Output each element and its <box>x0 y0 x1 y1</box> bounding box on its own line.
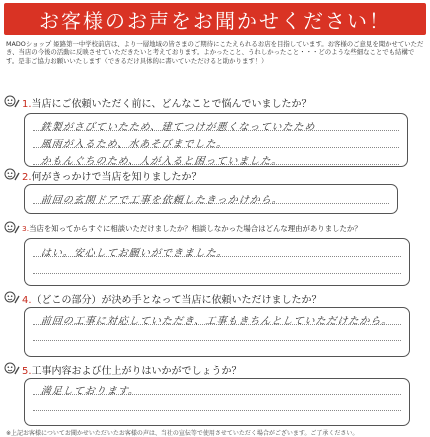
footnote: ※上記お客様についてお聞かせいただいたお客様の声は、当社の宣伝等で使用させていただく場合がございます。ご了承ください。 <box>6 430 359 437</box>
survey-title-banner <box>4 3 426 35</box>
answer-4-line-1: 前回の工事に対応していただき、工事もきちんとしていただけたから。 <box>40 316 393 327</box>
question-1-text: 1.当店にご依頼いただく前に、どんなことで悩んでいましたか？ <box>22 98 312 110</box>
pencil-face-icon <box>4 95 20 109</box>
pencil-face-icon <box>4 168 20 182</box>
question-5 <box>4 362 426 376</box>
survey-title: お客様のお声をお聞かせください！ <box>39 8 391 33</box>
question-1 <box>4 95 426 109</box>
question-4-text: 4.（どこの部分）が決め手となって当店に依頼いただけましたか？ <box>22 294 322 306</box>
answer-1-line-2: 風雨が入るため、水あそびまでした。 <box>40 139 228 150</box>
answer-4-box <box>24 307 410 357</box>
question-3-text: 3.当店を知ってからすぐに相談いただけましたか？相談しなかった場合はどんな理由がありましたか？ <box>22 223 362 233</box>
answer-3-box <box>24 238 410 286</box>
intro-text <box>6 40 424 65</box>
question-3 <box>4 221 426 235</box>
answer-1-line-1: 鉄製がさびていたため、建てつけが悪くなっていたため <box>40 122 316 133</box>
answer-2-line-1: 前回の玄関ドアで工事を依頼したきっかけから。 <box>40 195 284 206</box>
answer-2-box <box>24 184 398 214</box>
answer-5-box <box>24 378 410 426</box>
question-4 <box>4 291 426 305</box>
question-2 <box>4 168 426 182</box>
pencil-face-icon <box>4 362 20 376</box>
pencil-face-icon <box>4 221 20 235</box>
intro-paragraph: MADOショップ 姫路第一中学校前店は、より一層地域の皆さまのご期待にこたえられるお店を目指しています。お客様のご意見を聞かせていただき、当店の今後の活動に反映させていただきたいと考えております。よかったこと、うれしかったこと・・・どのような些細なことでも結構です。是非ご協力お願いいたします（できるだけ具体的に書いていただけると助かります！） <box>6 40 424 65</box>
answer-1-box <box>24 113 408 167</box>
question-5-text: 5.工事内容および仕上がりはいかがでしょうか？ <box>22 365 242 377</box>
answer-3-line-1: はい。安心してお願いができました。 <box>40 248 229 259</box>
answer-5-line-1: 満足しております。 <box>40 386 140 397</box>
question-2-text: 2.何がきっかけで当店を知りましたか？ <box>22 171 202 183</box>
answer-1-line-3: かもんぐちのため、人が入ると困っていました。 <box>40 156 283 167</box>
pencil-face-icon <box>4 291 20 305</box>
